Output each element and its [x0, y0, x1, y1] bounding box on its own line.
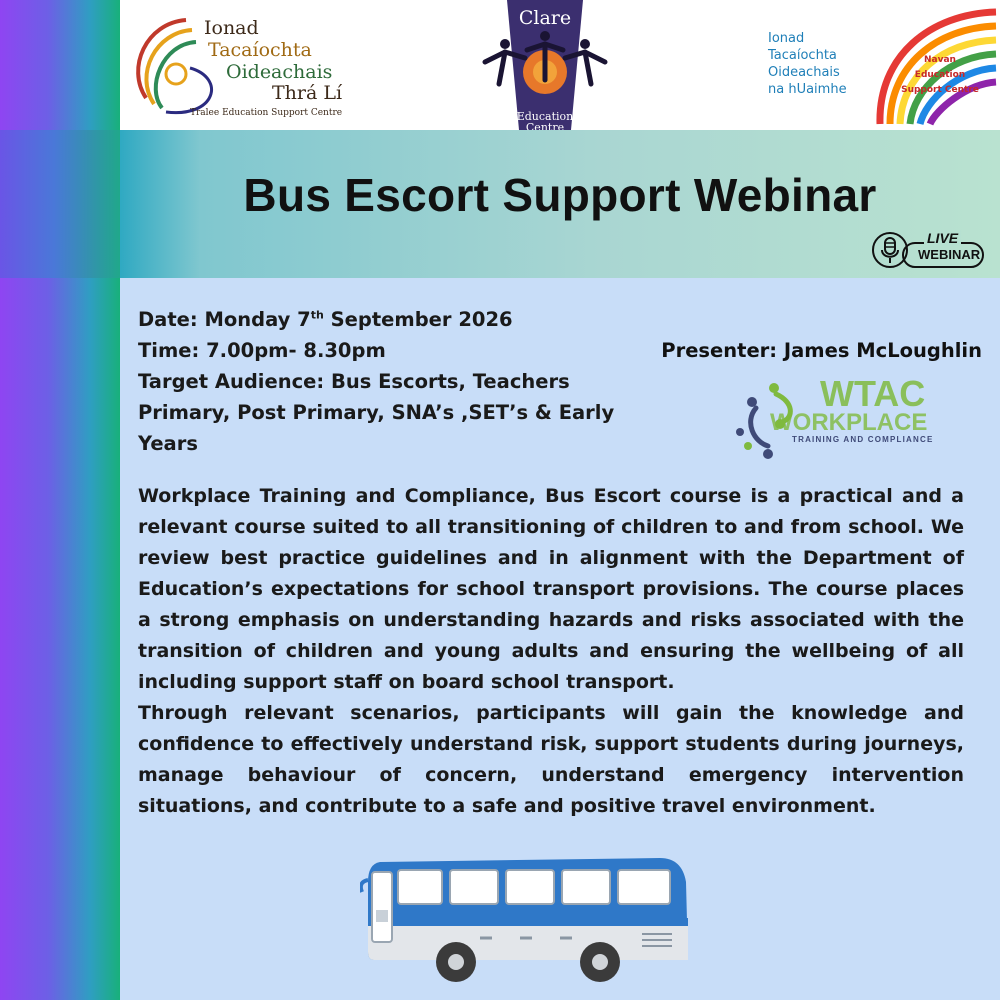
navan-line1: Ionad — [768, 31, 805, 46]
wtac-small: TRAINING AND COMPLIANCE — [792, 435, 934, 444]
navan-line2: Tacaíochta — [768, 48, 837, 63]
badge-live-label: LIVE — [924, 230, 961, 246]
page-title: Bus Escort Support Webinar — [243, 169, 877, 221]
tralee-logo — [126, 8, 366, 123]
clare-sub1: Education — [516, 110, 574, 123]
event-details — [138, 304, 638, 459]
live-webinar-badge — [868, 226, 988, 274]
wtac-mid: WORKPLACE — [770, 409, 928, 436]
description-paragraph-2: Through relevant scenarios, participants will gain the knowledge and confidence to effectively understand risk, support students during journeys, manage behaviour of concern, understand emergency intervention situations, and contribute to a safe and positive travel environment. — [138, 702, 964, 817]
navan-english3: Support Centre — [901, 85, 979, 95]
course-description — [138, 481, 964, 822]
logo-bar — [120, 0, 1000, 130]
tralee-line2: Tacaíochta — [208, 39, 312, 61]
event-date: Date: Monday 7th September 2026 — [138, 308, 513, 331]
clare-title: Clare — [518, 7, 572, 29]
bus-illustration — [360, 852, 692, 984]
tralee-subtitle: Tralee Education Support Centre — [190, 108, 343, 118]
tralee-line4: Thrá Lí — [272, 82, 343, 104]
clare-logo — [475, 0, 615, 130]
description-paragraph-1: Workplace Training and Compliance, Bus Escort course is a practical and a relevant course suited to all transitioning of children to and from school. We review best practice guidelines and in alignment with the Department of Education’s expectations for school transport provisions. The course places a strong emphasis on understanding hazards and risks associated with the transition of children and young adults and ensuring the wellbeing of all including support staff on board school transport. — [138, 485, 964, 693]
navan-logo — [760, 6, 998, 130]
navan-line3: Oideachais — [768, 65, 840, 80]
date-suffix-sup: th — [310, 308, 324, 322]
clare-sub2: Centre — [525, 121, 565, 130]
wtac-big: WTAC — [820, 373, 926, 414]
event-audience: Target Audience: Bus Escorts, Teachers Primary, Post Primary, SNA’s ,SET’s & Early Years — [138, 370, 615, 455]
navan-english2: Education — [914, 70, 966, 80]
navan-english1: Navan — [924, 55, 956, 65]
navan-line4: na hUaimhe — [768, 82, 847, 97]
badge-webinar-label: WEBINAR — [918, 247, 981, 262]
presenter-name: Presenter: James McLoughlin — [661, 339, 982, 362]
title-band-left-fade — [0, 130, 120, 278]
tralee-line1: Ionad — [204, 17, 259, 39]
event-time: Time: 7.00pm- 8.30pm — [138, 339, 386, 362]
tralee-line3: Oideachais — [226, 61, 333, 83]
wtac-logo — [734, 372, 966, 470]
